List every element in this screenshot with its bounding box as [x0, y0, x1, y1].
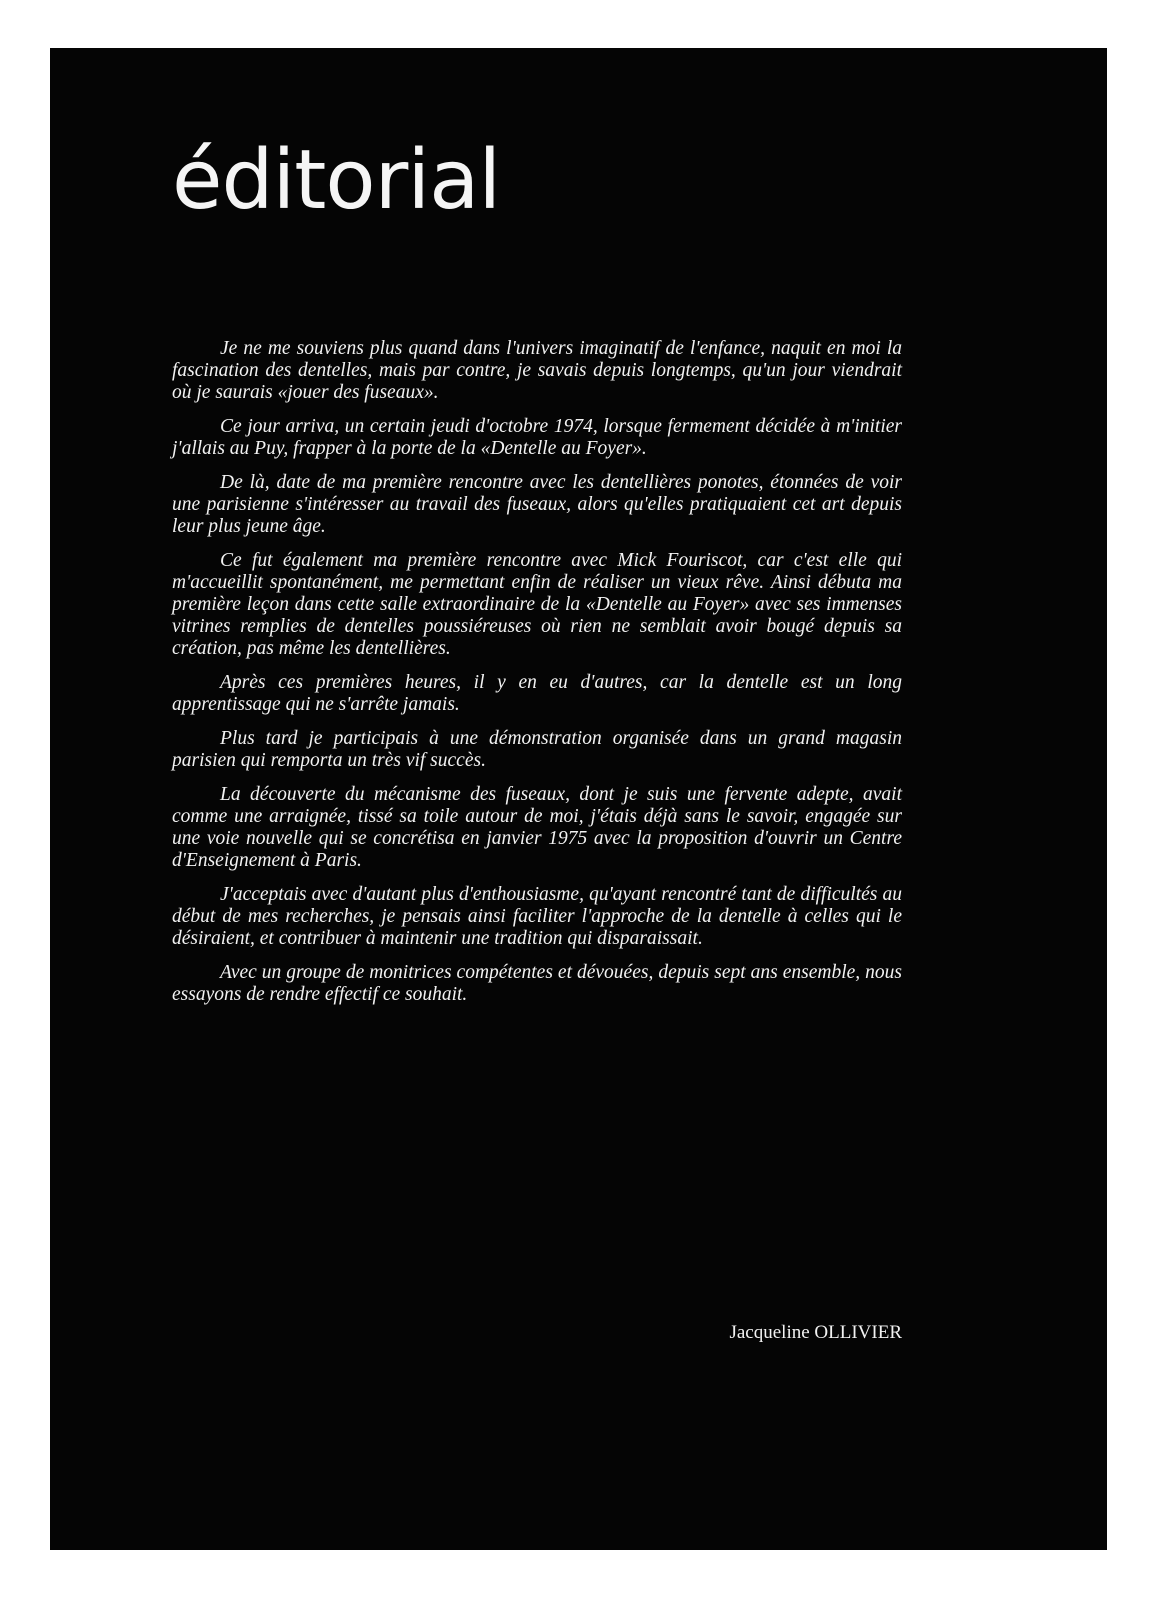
editorial-body: [172, 338, 902, 1018]
paragraph: Ce jour arriva, un certain jeudi d'octobre 1974, lorsque fermement décidée à m'initier j'allais au Puy, frapper à la porte de la «Dentelle au Foyer».: [172, 416, 902, 459]
paragraph: Plus tard je participais à une démonstration organisée dans un grand magasin parisien qui remporta un très vif succès.: [172, 728, 902, 771]
page-title: éditorial: [172, 133, 501, 228]
paragraph: J'acceptais avec d'autant plus d'enthousiasme, qu'ayant rencontré tant de difficultés au début de mes recherches, je pensais ainsi faciliter l'approche de la dentelle à celles qui le désiraient, et contribuer à maintenir une tradition qui disparaissait.: [172, 884, 902, 949]
paragraph: Je ne me souviens plus quand dans l'univers imaginatif de l'enfance, naquit en moi la fascination des dentelles, mais par contre, je savais depuis longtemps, qu'un jour viendrait où je saurais «jouer des fuseaux».: [172, 338, 902, 403]
paragraph: De là, date de ma première rencontre avec les dentellières ponotes, étonnées de voir une parisienne s'intéresser au travail des fuseaux, alors qu'elles pratiquaient cet art depuis leur plus jeune âge.: [172, 472, 902, 537]
paragraph: Avec un groupe de monitrices compétentes et dévouées, depuis sept ans ensemble, nous essayons de rendre effectif ce souhait.: [172, 962, 902, 1005]
author-signature: Jacqueline OLLIVIER: [729, 1322, 902, 1343]
paragraph: La découverte du mécanisme des fuseaux, dont je suis une fervente adepte, avait comme une arraignée, tissé sa toile autour de moi, j'étais déjà sans le savoir, engagée sur une voie nouvelle qui se concrétisa en janvier 1975 avec la proposition d'ouvrir un Centre d'Enseignement à Paris.: [172, 784, 902, 871]
paragraph: Ce fut également ma première rencontre avec Mick Fouriscot, car c'est elle qui m'accueillit spontanément, me permettant enfin de réaliser un vieux rêve. Ainsi débuta ma première leçon dans cette salle extraordinaire de la «Dentelle au Foyer» avec ses immenses vitrines remplies de dentelles poussiéreuses où rien ne semblait avoir bougé depuis sa création, pas même les dentellières.: [172, 550, 902, 659]
paragraph: Après ces premières heures, il y en eu d'autres, car la dentelle est un long apprentissage qui ne s'arrête jamais.: [172, 672, 902, 715]
